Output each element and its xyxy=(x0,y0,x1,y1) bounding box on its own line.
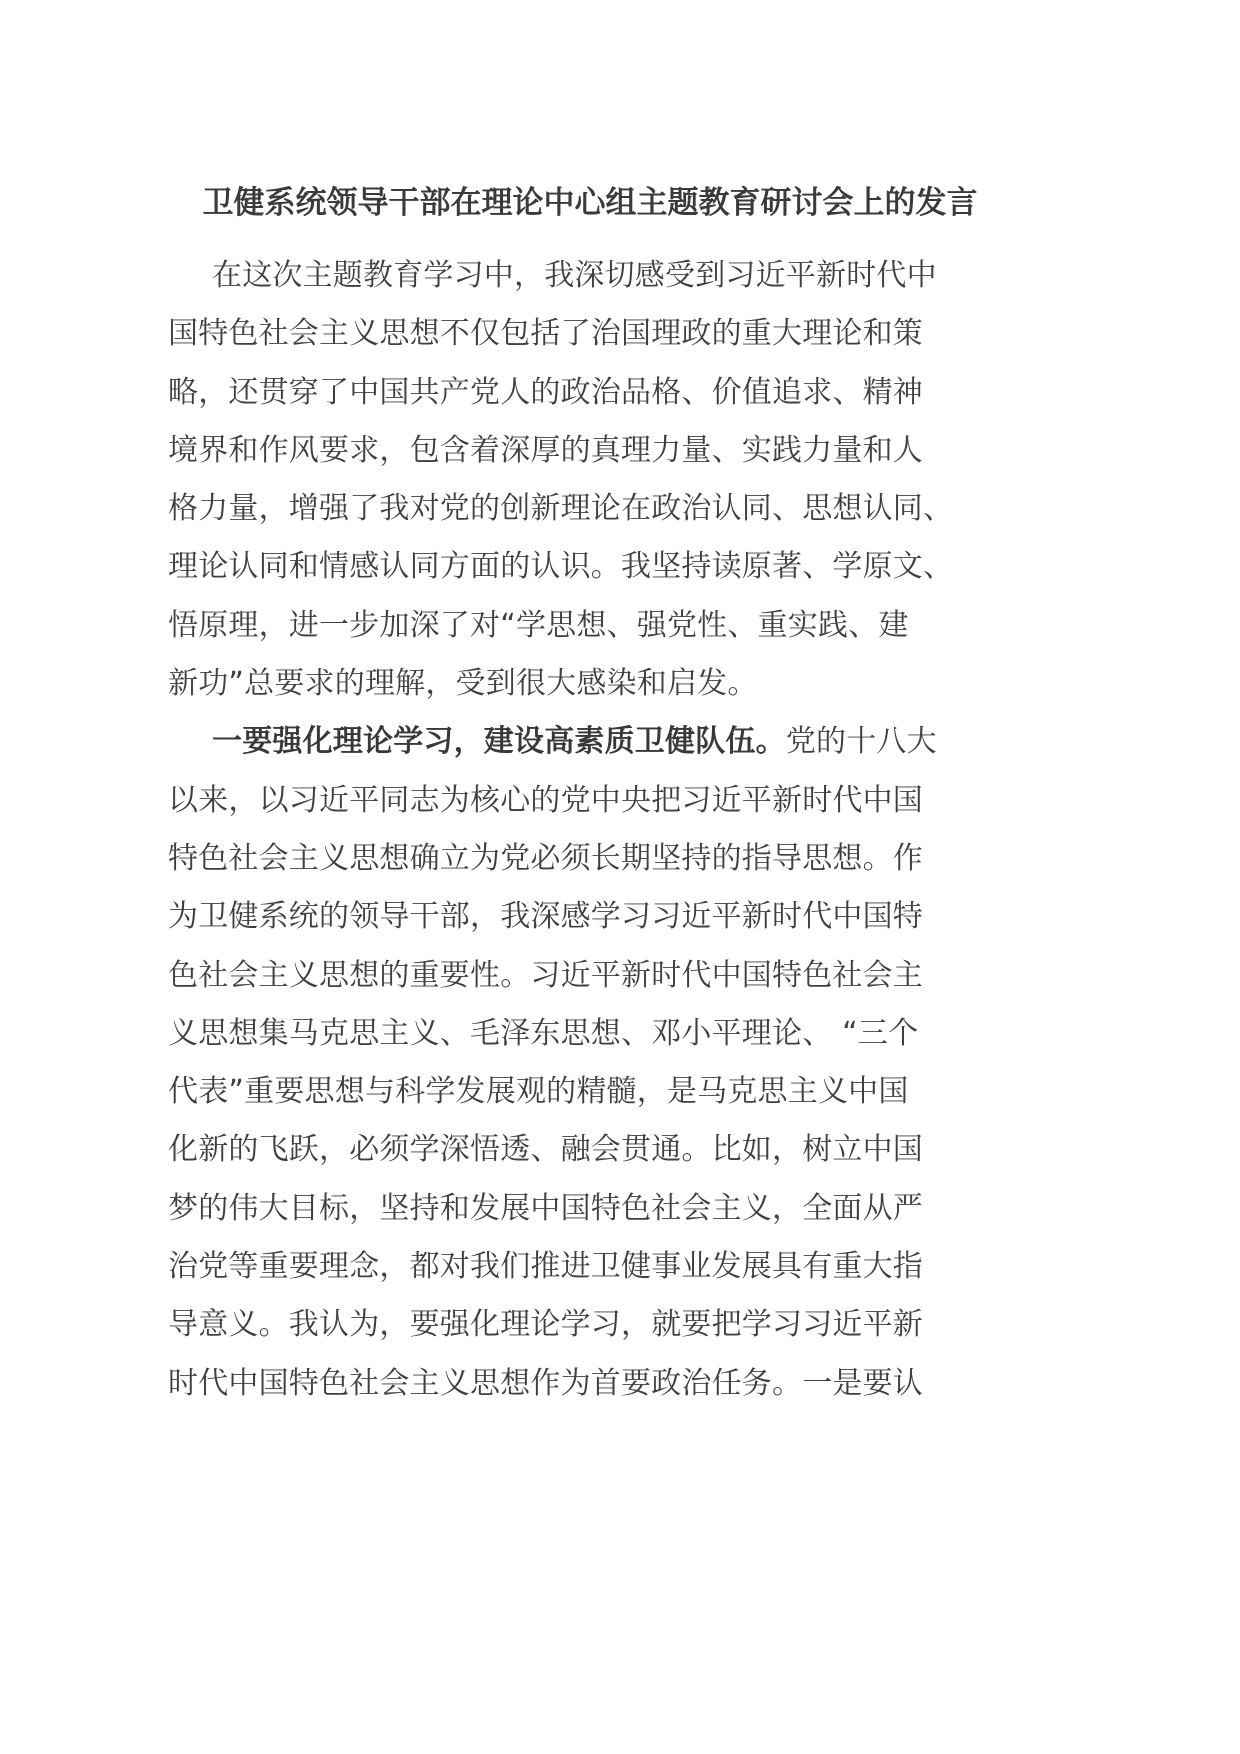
paragraph-2-line-8: 化新的飞跃，必须学深悟透、融会贯通。比如，树立中国 xyxy=(168,1132,923,1168)
paragraph-1-line-7: 悟原理，进一步加深了对“学思想、强党性、重实践、建 xyxy=(168,607,909,643)
section-heading: 一要强化理论学习，建设高素质卫健队伍。 xyxy=(212,724,786,760)
paragraph-2-line-10: 治党等重要理念，都对我们推进卫健事业发展具有重大指 xyxy=(168,1249,923,1285)
paragraph-2-line-6: 义思想集马克思主义、毛泽东思想、邓小平理论、 “三个 xyxy=(168,1015,919,1051)
paragraph-1-line-4: 境界和作风要求，包含着深厚的真理力量、实践力量和人 xyxy=(168,432,923,468)
paragraph-1-line-3: 略，还贯穿了中国共产党人的政治品格、价值追求、精神 xyxy=(168,374,923,410)
document-title: 卫健系统领导干部在理论中心组主题教育研讨会上的发言 xyxy=(202,185,978,221)
paragraph-2-line-1 xyxy=(168,719,948,777)
paragraph-1-line-6: 理论认同和情感认同方面的认识。我坚持读原著、学原文、 xyxy=(168,549,954,585)
paragraph-2-line-2: 以来，以习近平同志为核心的党中央把习近平新时代中国 xyxy=(168,782,923,818)
paragraph-2-line-5: 色社会主义思想的重要性。习近平新时代中国特色社会主 xyxy=(168,957,923,993)
paragraph-1-line-2: 国特色社会主义思想不仅包括了治国理政的重大理论和策 xyxy=(168,316,923,352)
paragraph-1-line-5: 格力量，增强了我对党的创新理论在政治认同、思想认同、 xyxy=(168,491,954,527)
paragraph-1-line-1: 在这次主题教育学习中，我深切感受到习近平新时代中 xyxy=(212,258,937,293)
document-body xyxy=(168,253,954,1419)
paragraph-2-line-9: 梦的伟大目标，坚持和发展中国特色社会主义，全面从严 xyxy=(168,1190,923,1226)
paragraph-2-line-11: 导意义。我认为，要强化理论学习，就要把学习习近平新 xyxy=(168,1307,923,1343)
paragraph-1-line-8: 新功”总要求的理解，受到很大感染和启发。 xyxy=(168,666,758,702)
paragraph-2-line-1-rest: 党的十八大 xyxy=(785,724,937,760)
paragraph-2-line-3: 特色社会主义思想确立为党必须长期坚持的指导思想。作 xyxy=(168,840,923,876)
paragraph-2-line-12: 时代中国特色社会主义思想作为首要政治任务。一是要认 xyxy=(168,1365,923,1401)
paragraph-2-line-4: 为卫健系统的领导干部，我深感学习习近平新时代中国特 xyxy=(168,899,923,935)
paragraph-2-line-7: 代表”重要思想与科学发展观的精髓，是马克思主义中国 xyxy=(168,1074,909,1110)
